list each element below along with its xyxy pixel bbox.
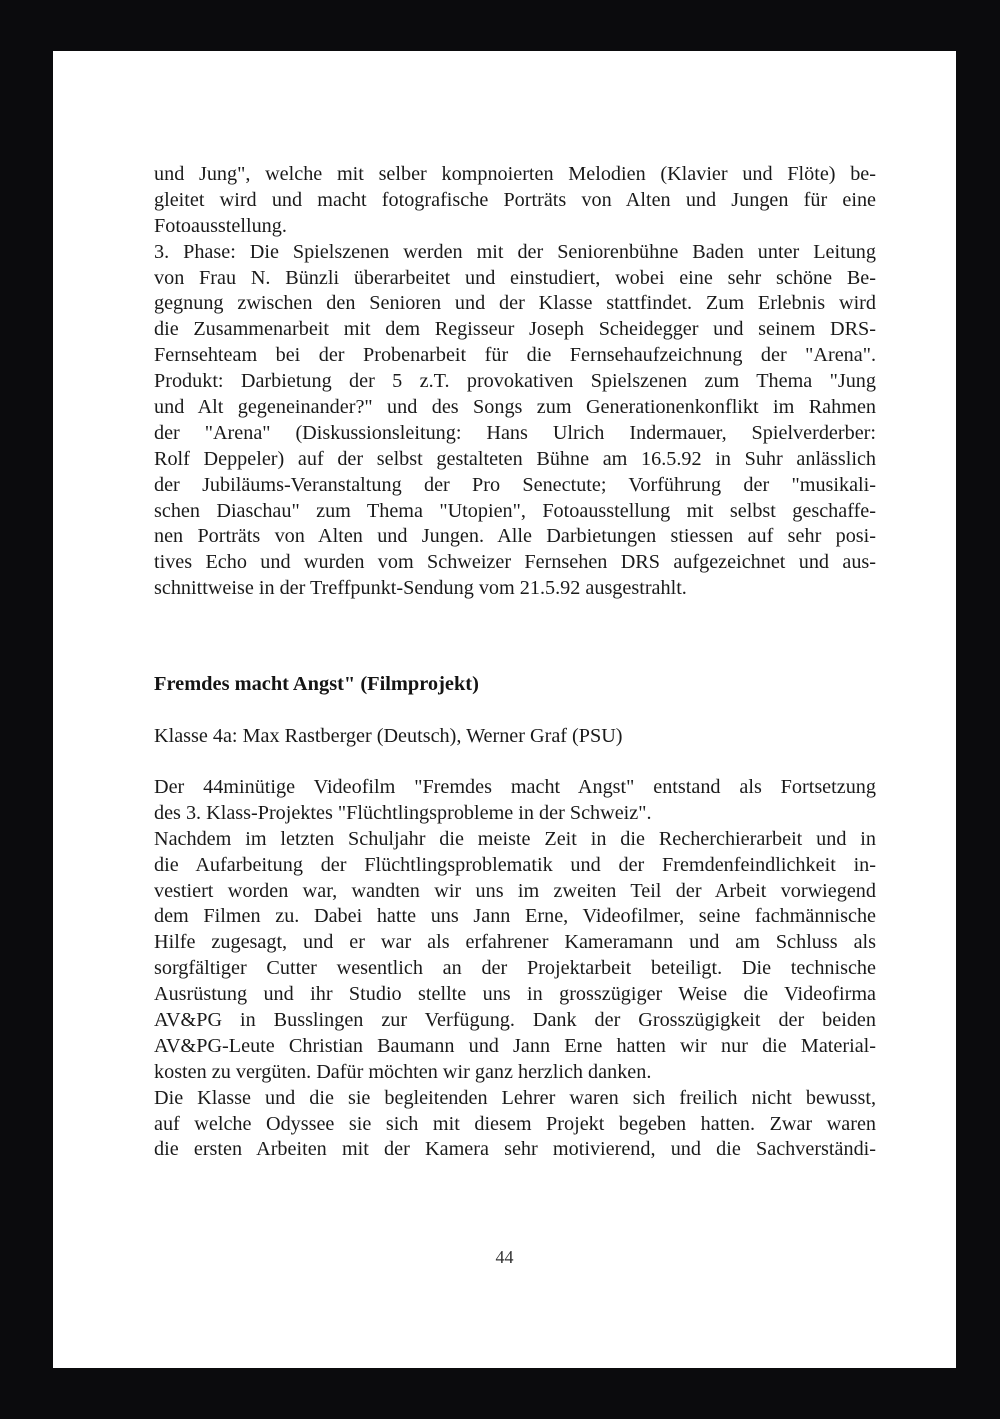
text-line: Hilfe zugesagt, und er war als erfahrener Kameramann und am Schluss als [154,931,876,954]
text-line: des 3. Klass-Projektes "Flüchtlingsprobleme in der Schweiz". [154,801,652,824]
paragraph-film-project [154,775,876,1163]
text-line: gleitet wird und macht fotografische Porträts von Alten und Jungen für eine [154,188,876,211]
text-line: kosten zu vergüten. Dafür möchten wir ganz herzlich danken. [154,1060,652,1083]
text-line: Fernsehteam bei der Probenarbeit für die Fernsehaufzeichnung der "Arena". [154,344,876,367]
text-line: von Frau N. Bünzli überarbeitet und einstudiert, wobei eine sehr schöne Be- [154,266,876,289]
text-line: der "Arena" (Diskussionsleitung: Hans Ulrich Indermauer, Spielverderber: [154,421,876,444]
class-info: Klasse 4a: Max Rastberger (Deutsch), Werner Graf (PSU) [154,725,623,747]
text-line: nen Porträts von Alten und Jungen. Alle Darbietungen stiessen auf sehr posi- [154,525,876,548]
text-line: AV&PG-Leute Christian Baumann und Jann Erne hatten wir nur die Material- [154,1034,876,1057]
text-line: Fotoausstellung. [154,214,287,237]
section-heading: Fremdes macht Angst" (Filmprojekt) [154,673,479,695]
text-line: Die Klasse und die sie begleitenden Lehrer waren sich freilich nicht bewusst, [154,1086,876,1109]
text-line: Rolf Deppeler) auf der selbst gestalteten Bühne am 16.5.92 in Suhr anlässlich [154,447,876,470]
text-line: AV&PG in Busslingen zur Verfügung. Dank der Grosszügigkeit der beiden [154,1009,876,1032]
text-line: die Zusammenarbeit mit dem Regisseur Joseph Scheidegger und seinem DRS- [154,318,876,341]
text-line: dem Filmen zu. Dabei hatte uns Jann Erne, Videofilmer, seine fachmännische [154,905,876,928]
text-line: Produkt: Darbietung der 5 z.T. provokativen Spielszenen zum Thema "Jung [154,370,876,393]
text-line: der Jubiläums-Veranstaltung der Pro Senectute; Vorführung der "musikali- [154,473,876,496]
text-line: schnittweise in der Treffpunkt-Sendung vom 21.5.92 ausgestrahlt. [154,577,687,600]
page-number: 44 [495,1247,514,1267]
text-line: und Alt gegeneinander?" und des Songs zum Generationenkonflikt im Rahmen [154,396,876,419]
document-page [53,51,956,1368]
text-line: 3. Phase: Die Spielszenen werden mit der Seniorenbühne Baden unter Leitung [154,240,876,263]
text-line: Nachdem im letzten Schuljahr die meiste Zeit in die Recherchierarbeit und in [154,827,876,850]
text-line: schen Diaschau" zum Thema "Utopien", Fotoausstellung mit selbst geschaffe- [154,499,876,522]
text-line: Ausrüstung und ihr Studio stellte uns in grosszügiger Weise die Videofirma [154,983,876,1006]
text-line: auf welche Odyssee sie sich mit diesem Projekt begeben hatten. Zwar waren [154,1112,876,1135]
text-line: sorgfältiger Cutter wesentlich an der Projektarbeit beteiligt. Die technische [154,957,876,980]
text-line: Der 44minütige Videofilm "Fremdes macht Angst" entstand als Fortsetzung [154,776,876,798]
text-line: die Aufarbeitung der Flüchtlingsproblematik und der Fremdenfeindlichkeit in- [154,853,876,876]
text-line: gegnung zwischen den Senioren und der Klasse stattfindet. Zum Erlebnis wird [154,292,876,315]
text-line: die ersten Arbeiten mit der Kamera sehr motivierend, und die Sachverständi- [154,1138,876,1161]
text-line: tives Echo und wurden vom Schweizer Fernsehen DRS aufgezeichnet und aus- [154,551,876,574]
text-line: vestiert worden war, wandten wir uns im zweiten Teil der Arbeit vorwiegend [154,879,876,902]
paragraph-project-phases [154,162,876,602]
text-line: und Jung", welche mit selber kompnoierten Melodien (Klavier und Flöte) be- [154,163,876,185]
